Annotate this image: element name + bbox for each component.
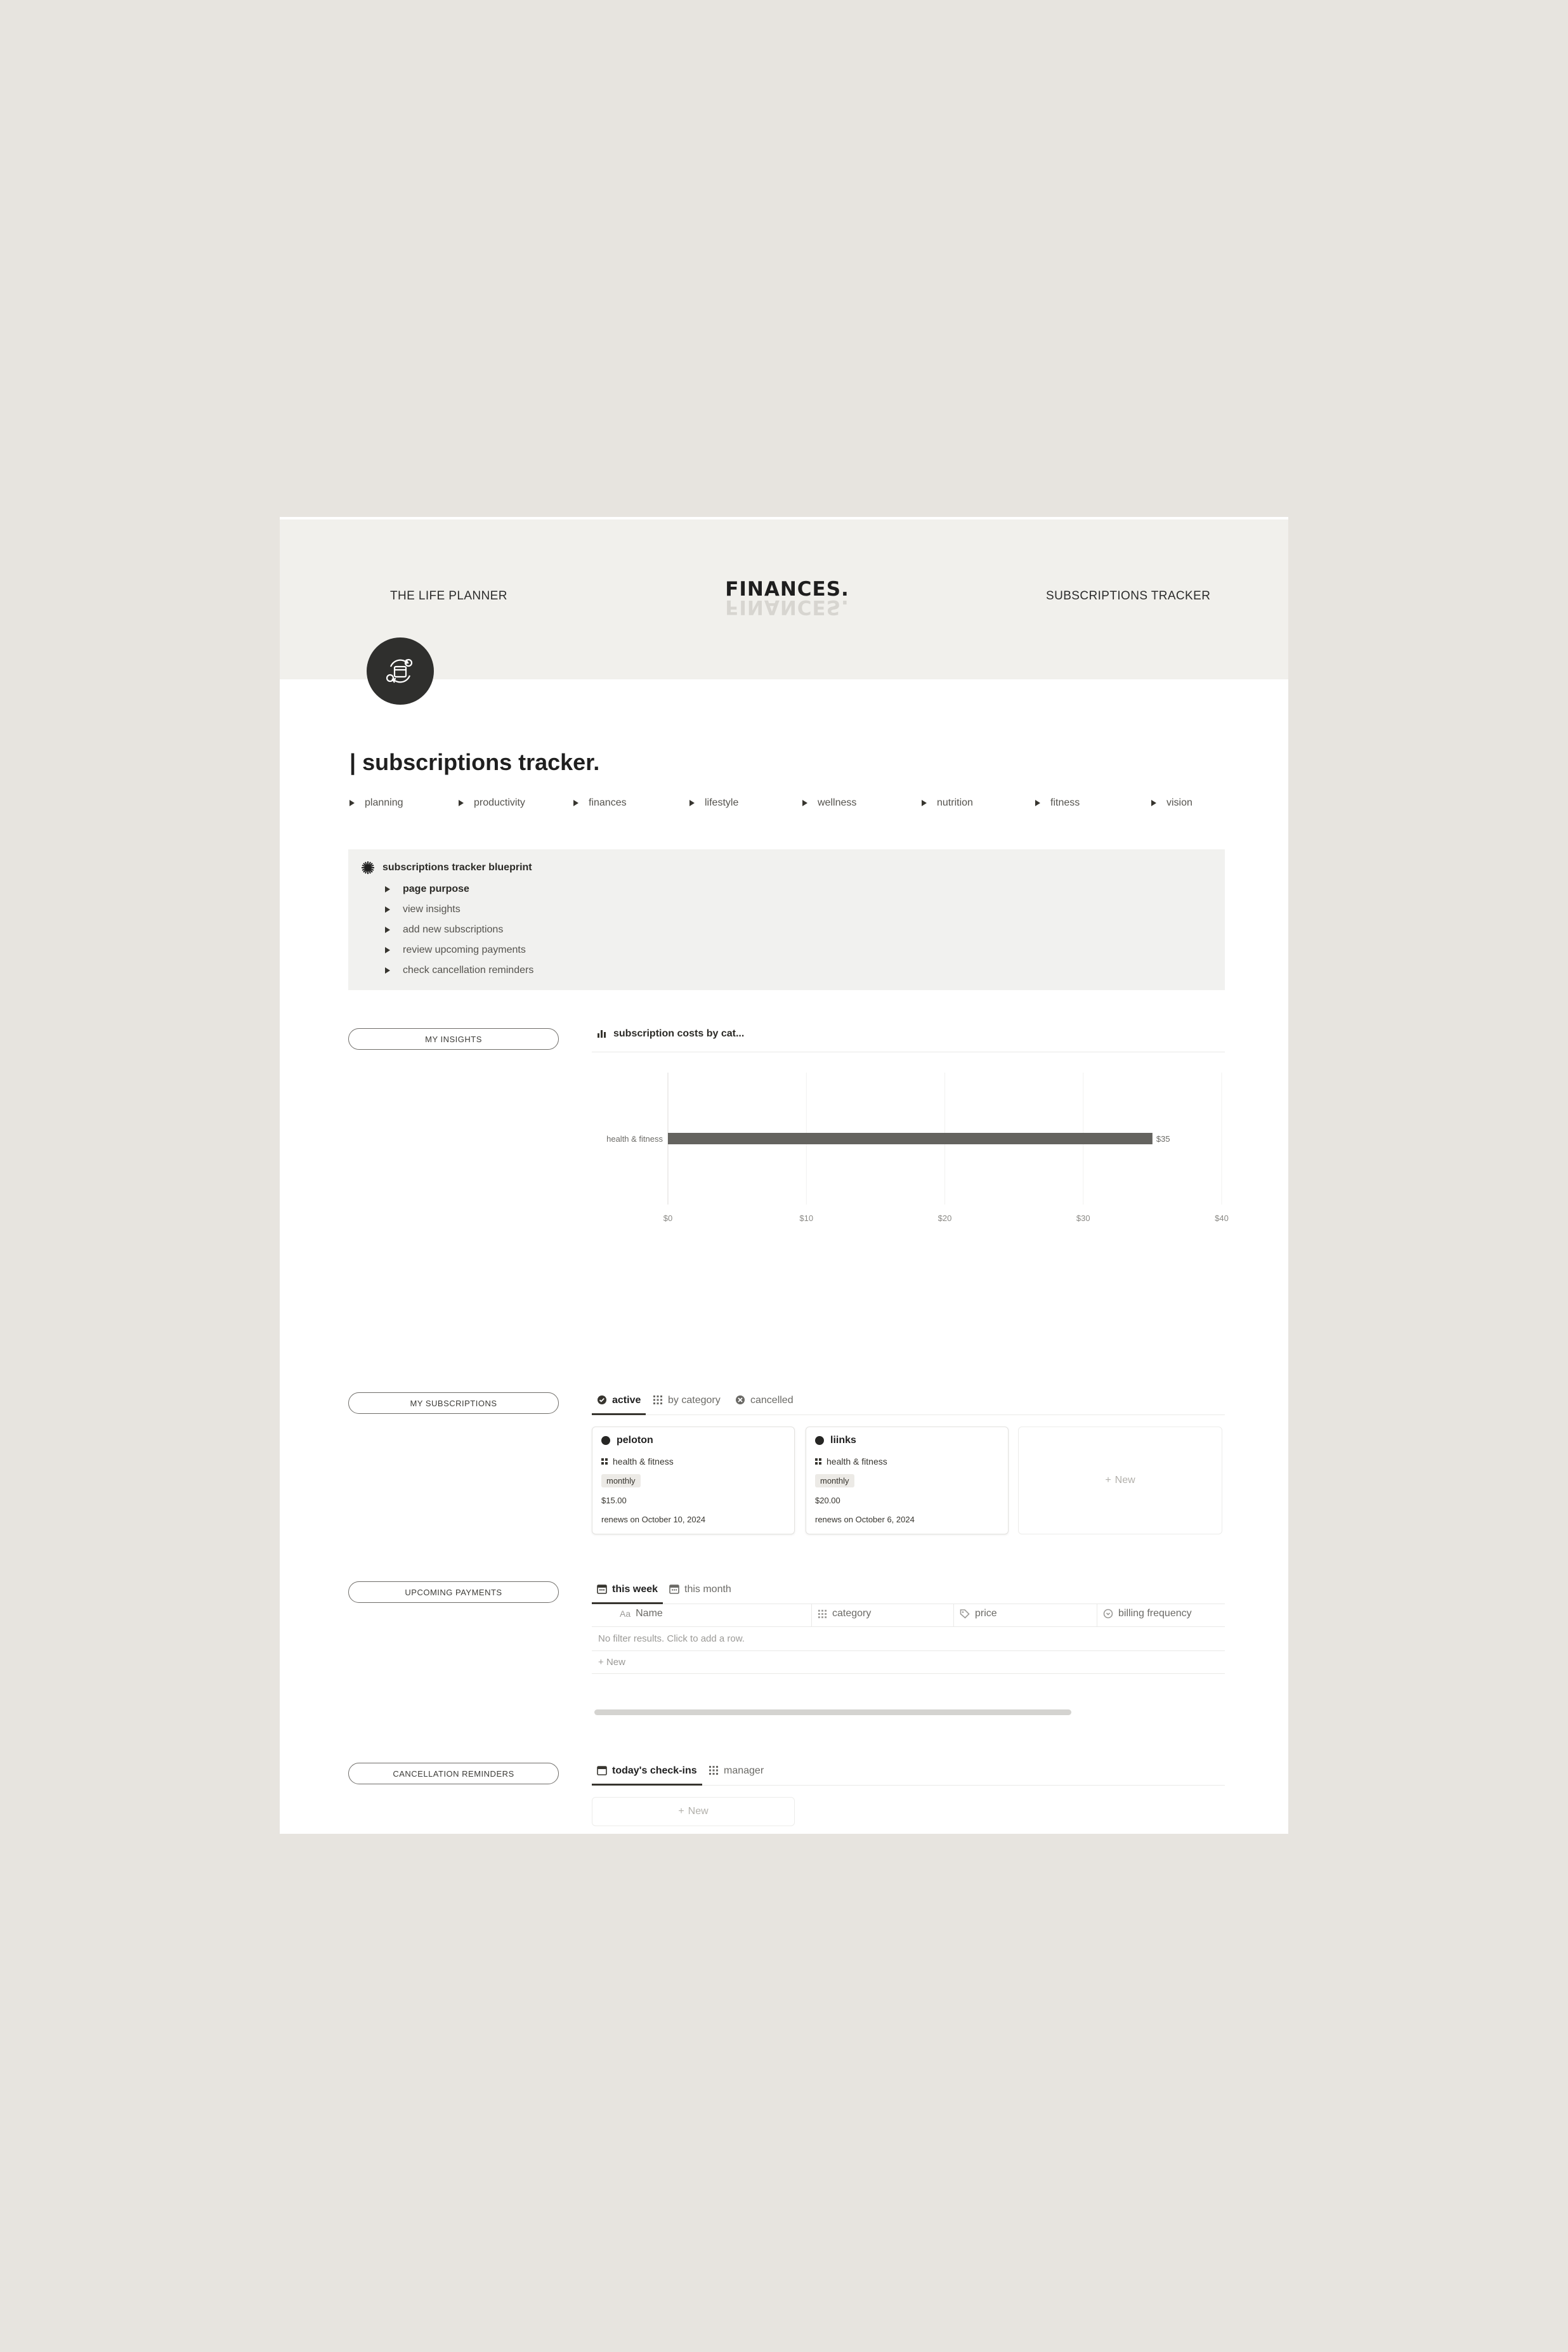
nav-item-nutrition[interactable] — [922, 797, 973, 809]
toggle-triangle-icon — [689, 800, 695, 806]
toggle-label: view insights — [403, 904, 461, 915]
x-tick-label: $40 — [1215, 1213, 1229, 1223]
x-tick-label: $20 — [938, 1213, 952, 1223]
subscription-card[interactable] — [592, 1427, 795, 1534]
toggle-triangle-icon — [922, 800, 927, 806]
tab-active[interactable] — [592, 1391, 646, 1415]
frequency-tag: monthly — [815, 1474, 854, 1487]
chart-view-title: subscription costs by cat... — [613, 1028, 745, 1039]
callout-title-text: subscriptions tracker blueprint — [382, 862, 532, 873]
insights-section-pill: MY INSIGHTS — [348, 1028, 559, 1050]
card-title — [815, 1435, 856, 1446]
card-price: $15.00 — [601, 1496, 627, 1505]
blueprint-callout — [348, 849, 1225, 990]
new-label: New — [1114, 1475, 1135, 1486]
toggle-review-upcoming-payments[interactable] — [385, 940, 533, 960]
nav-item-wellness[interactable] — [802, 797, 856, 809]
nav-label: planning — [365, 797, 403, 808]
card-category — [815, 1456, 887, 1467]
tab-label: this week — [612, 1584, 658, 1595]
column-divider — [811, 1604, 812, 1627]
text-type-icon: Aa — [620, 1609, 631, 1619]
tab-by-category[interactable] — [653, 1391, 721, 1415]
toggle-triangle-icon — [802, 800, 807, 806]
column-label: billing frequency — [1118, 1608, 1192, 1619]
empty-state-row[interactable]: No filter results. Click to add a row. — [592, 1627, 1225, 1651]
tag-icon — [960, 1609, 970, 1619]
column-price[interactable] — [960, 1608, 997, 1619]
cancellation-section-pill: CANCELLATION REMINDERS — [348, 1763, 559, 1784]
plus-icon: + — [678, 1806, 684, 1817]
tab-label: manager — [724, 1765, 764, 1776]
category-label: health & fitness — [606, 1134, 663, 1144]
upcoming-section-pill: UPCOMING PAYMENTS — [348, 1581, 559, 1603]
frequency-tag: monthly — [601, 1474, 641, 1487]
card-name-text: liinks — [830, 1435, 856, 1446]
tab-this-week[interactable] — [592, 1580, 663, 1604]
nav-item-planning[interactable] — [350, 797, 403, 809]
new-check-in-button[interactable] — [592, 1797, 795, 1826]
nav-item-fitness[interactable] — [1035, 797, 1080, 809]
page-title: | subscriptions tracker. — [350, 749, 600, 775]
toggle-page-purpose[interactable] — [385, 879, 533, 899]
page-type-label: SUBSCRIPTIONS TRACKER — [1046, 589, 1211, 603]
circle-icon — [601, 1436, 610, 1445]
column-billing-frequency[interactable] — [1103, 1608, 1192, 1619]
nav-item-vision[interactable] — [1151, 797, 1192, 809]
toggle-label: review upcoming payments — [403, 944, 526, 955]
subscription-card[interactable] — [806, 1427, 1009, 1534]
nav-label: lifestyle — [705, 797, 739, 808]
toggle-triangle-icon — [385, 927, 390, 933]
tab-label: active — [612, 1395, 641, 1406]
subscriptions-view-tabs — [592, 1391, 1225, 1415]
section-brand — [711, 578, 863, 616]
tab-label: today's check-ins — [612, 1765, 697, 1776]
horizontal-scrollbar[interactable] — [594, 1709, 1071, 1715]
grid-icon — [709, 1765, 719, 1775]
tab-label: cancelled — [750, 1395, 794, 1406]
add-row-button[interactable] — [592, 1651, 1225, 1674]
subscriptions-section-pill: MY SUBSCRIPTIONS — [348, 1392, 559, 1414]
subscription-cycle-icon[interactable] — [367, 637, 434, 705]
x-tick-label: $30 — [1076, 1213, 1090, 1223]
toggle-triangle-icon — [385, 967, 390, 974]
toggle-label: check cancellation reminders — [403, 965, 534, 976]
subscription-costs-chart — [592, 1073, 1229, 1225]
toggle-label: add new subscriptions — [403, 924, 504, 935]
column-name[interactable] — [620, 1608, 663, 1619]
nav-label: nutrition — [937, 797, 973, 808]
toggle-triangle-icon — [350, 800, 355, 806]
nav-label: vision — [1166, 797, 1192, 808]
x-circle-icon — [735, 1395, 745, 1405]
nav-item-lifestyle[interactable] — [689, 797, 738, 809]
starburst-icon — [361, 861, 375, 875]
nav-label: wellness — [818, 797, 857, 808]
cancellation-view-tabs — [592, 1761, 1225, 1786]
new-label: New — [688, 1806, 709, 1817]
plus-icon: + — [1105, 1475, 1111, 1486]
header-banner — [280, 517, 1288, 679]
toggle-triangle-icon — [385, 906, 390, 913]
tab-manager[interactable] — [709, 1761, 764, 1786]
x-tick-label: $10 — [799, 1213, 814, 1223]
bar — [668, 1133, 1153, 1144]
page-canvas — [280, 517, 1288, 1834]
chart-view-tab[interactable] — [592, 1028, 1225, 1052]
toggle-view-insights[interactable] — [385, 899, 533, 920]
nav-label: finances — [589, 797, 627, 808]
toggle-triangle-icon — [1035, 800, 1040, 806]
card-price: $20.00 — [815, 1496, 840, 1505]
column-category[interactable] — [818, 1608, 871, 1619]
card-name-text: peloton — [617, 1435, 653, 1446]
toggle-triangle-icon — [385, 886, 390, 892]
column-label: price — [975, 1608, 997, 1619]
toggle-add-new-subscriptions[interactable] — [385, 920, 533, 940]
callout-toggle-list — [385, 879, 533, 981]
brand-reflection: FINANCES. — [725, 596, 849, 618]
planner-brand-label: THE LIFE PLANNER — [390, 589, 507, 603]
callout-title — [361, 861, 532, 875]
x-tick-label: $0 — [663, 1213, 673, 1223]
column-divider — [953, 1604, 954, 1627]
tab-label: this month — [684, 1584, 731, 1595]
new-card-button[interactable] — [1018, 1427, 1222, 1534]
nav-label: productivity — [474, 797, 525, 808]
calendar-icon — [597, 1765, 607, 1775]
select-circle-icon — [1103, 1609, 1113, 1619]
planner-nav — [350, 797, 1222, 816]
circle-icon — [815, 1436, 824, 1445]
card-renewal: renews on October 6, 2024 — [815, 1515, 915, 1524]
tab-todays-check-ins[interactable] — [592, 1761, 702, 1786]
table-header — [592, 1604, 1225, 1627]
card-category — [601, 1456, 674, 1467]
data-label: $35 — [1156, 1134, 1170, 1144]
category-icon — [815, 1458, 821, 1465]
column-label: category — [832, 1608, 872, 1619]
tab-label: by category — [668, 1395, 721, 1406]
new-label: New — [606, 1657, 625, 1668]
card-title — [601, 1435, 653, 1446]
column-label: Name — [636, 1608, 663, 1619]
calendar-icon — [669, 1584, 679, 1594]
check-circle-icon — [597, 1395, 607, 1405]
nav-item-finances[interactable] — [573, 797, 627, 809]
nav-item-productivity[interactable] — [459, 797, 525, 809]
card-category-text: health & fitness — [826, 1456, 887, 1467]
toggle-triangle-icon — [459, 800, 464, 806]
card-category-text: health & fitness — [613, 1456, 674, 1467]
toggle-triangle-icon — [1151, 800, 1156, 806]
tab-cancelled[interactable] — [735, 1391, 794, 1415]
toggle-triangle-icon — [385, 947, 390, 953]
bar-chart-icon — [597, 1028, 607, 1038]
upcoming-view-tabs — [592, 1580, 1225, 1604]
grid-icon — [818, 1609, 827, 1619]
nav-label: fitness — [1050, 797, 1080, 808]
card-renewal: renews on October 10, 2024 — [601, 1515, 706, 1524]
brand-title: FINANCES. — [725, 578, 849, 601]
plus-icon: + — [598, 1657, 606, 1668]
grid-icon — [653, 1395, 663, 1405]
toggle-check-cancellation-reminders[interactable] — [385, 960, 533, 981]
toggle-label: page purpose — [403, 884, 469, 894]
tab-this-month[interactable] — [669, 1580, 731, 1604]
calendar-icon — [597, 1584, 607, 1594]
toggle-triangle-icon — [573, 800, 578, 806]
category-icon — [601, 1458, 608, 1465]
